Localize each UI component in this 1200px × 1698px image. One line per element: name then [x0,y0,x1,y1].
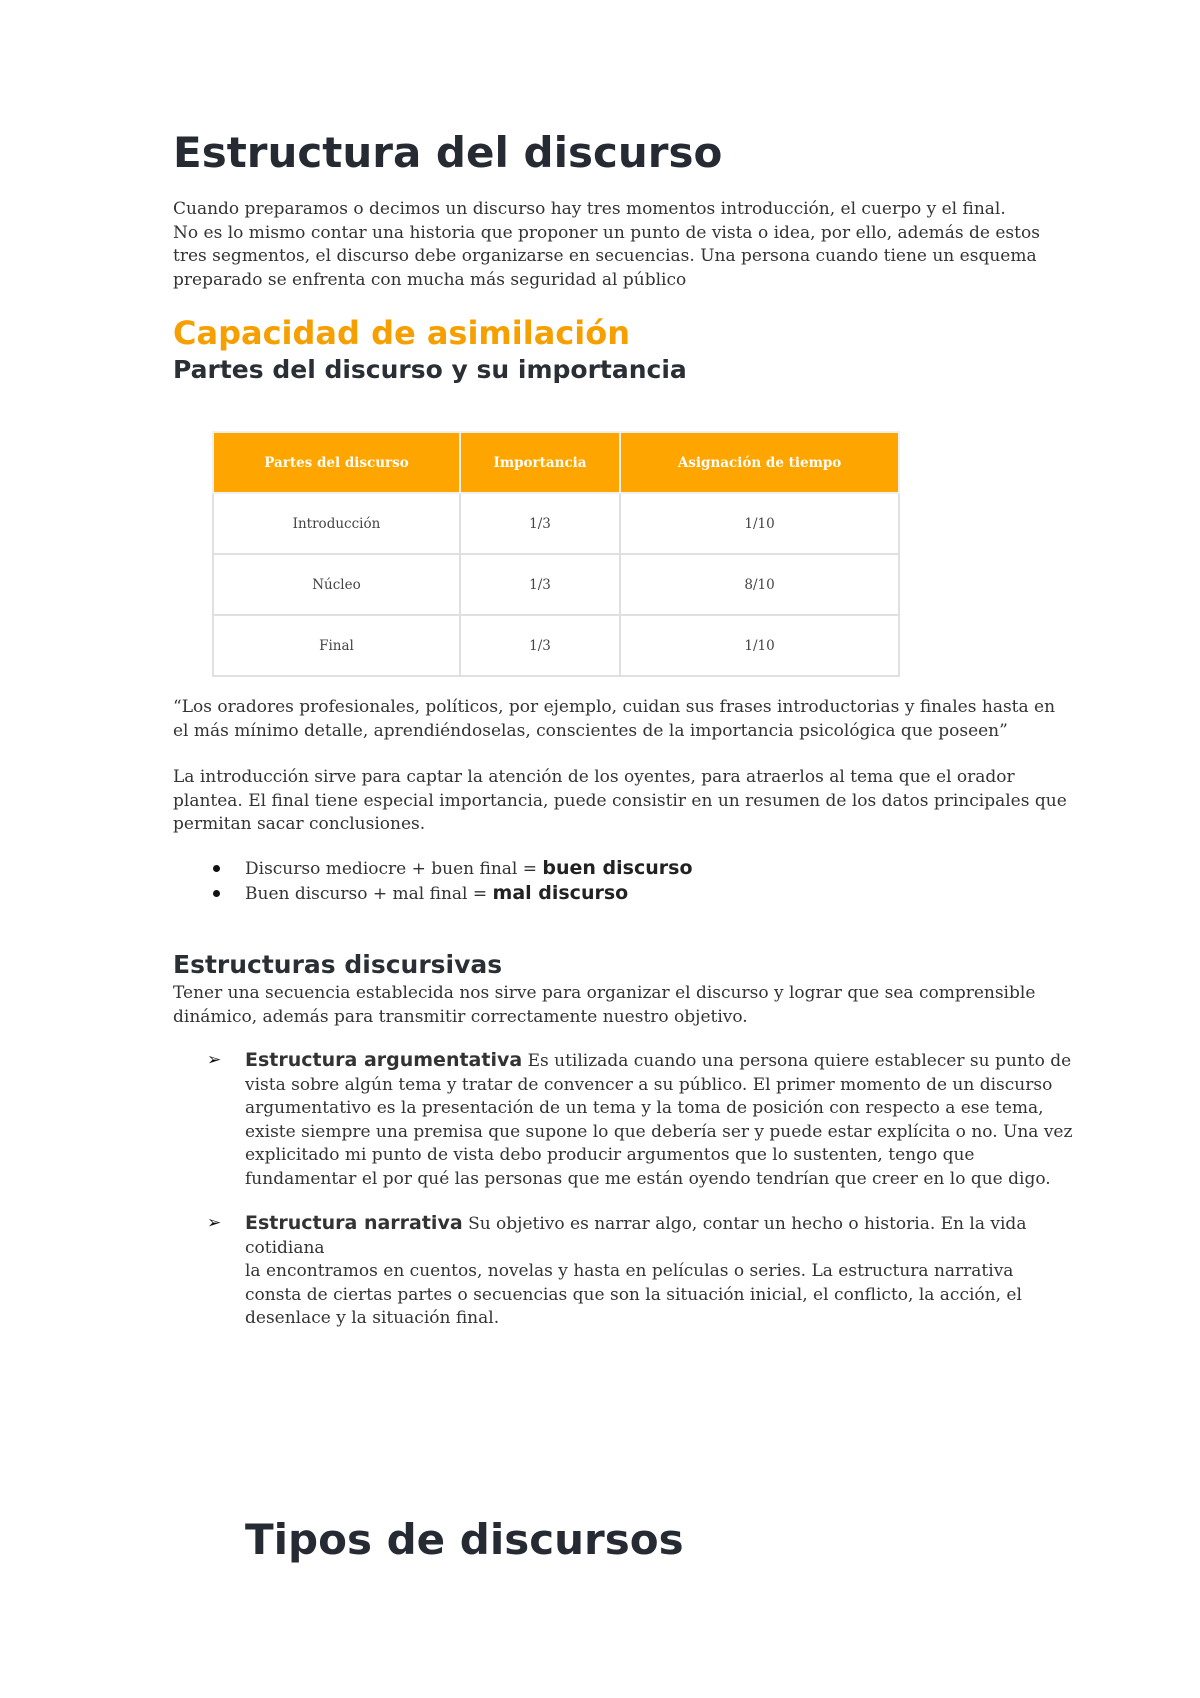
intro-line-1: Cuando preparamos o decimos un discurso hay tres momentos introducción, el cuerpo y el final. [173,199,1006,219]
bullet-list [173,857,693,906]
list-item-text: Buen discurso + mal final = [245,883,493,904]
intro-paragraph [173,198,1073,292]
table-cell: Introducción [213,493,460,554]
section-heading-tipos: Tipos de discursos [245,1515,684,1564]
structure-text: Su objetivo es narrar algo, contar un hecho o historia. En la vida cotidiana [245,1214,1027,1258]
section-heading-estructuras: Estructuras discursivas [173,950,503,979]
structure-term: Estructura argumentativa [245,1049,523,1071]
table-cell: 8/10 [620,554,899,615]
estructuras-paragraph: Tener una secuencia establecida nos sirve para organizar el discurso y lograr que sea comprensible dinámico, además para transmitir correctamente nuestro objetivo. [173,983,1036,1027]
table-cell: 1/3 [460,493,620,554]
structure-term: Estructura narrativa [245,1212,463,1234]
structure-item-argumentativa [207,1049,1075,1191]
table-header-cell: Importancia [460,432,620,493]
introduction-paragraph: La introducción sirve para captar la atención de los oyentes, para atraerlos al tema que el orador plantea. El final tiene especial importancia, puede consistir en un resumen de los datos principales que permitan sacar conclusiones. [173,767,1067,834]
bullet-icon [213,865,220,872]
list-item [173,857,693,882]
structure-text: Es utilizada cuando una persona quiere establecer su punto de vista sobre algún tema y tratar de convencer a su público. El primer momento de un discurso argumentativo es la presentación de un tema y la toma de posición con respecto a ese tema, existe siempre una premisa que supone lo que debería ser y puede estar explícita o no. Una vez explicitado mi punto de vista debo producir argumentos que lo sustenten, tengo que fundamentar el por qué las personas que me están oyendo tendrían que creer en lo que digo. [245,1051,1073,1189]
list-item [173,882,693,907]
table-row [213,615,899,676]
section-subheading-partes: Partes del discurso y su importancia [173,355,687,384]
arrow-bullet-icon: ➢ [207,1213,222,1233]
table-header-cell: Asignación de tiempo [620,432,899,493]
intro-line-2: No es lo mismo contar una historia que proponer un punto de vista o idea, por ello, además de estos tres segmentos, el discurso debe organizarse en secuencias. Una persona cuando tiene un esquema preparado se enfrenta con mucha más seguridad al público [173,222,1040,290]
section-heading-asimilacion: Capacidad de asimilación [173,314,630,352]
list-item-text: Discurso mediocre + buen final = [245,859,543,879]
table-cell: 1/3 [460,554,620,615]
structure-item-narrativa [207,1212,1075,1331]
table-header-cell: Partes del discurso [213,432,460,493]
quote-paragraph: “Los oradores profesionales, políticos, por ejemplo, cuidan sus frases introductorias y finales hasta en el más mínimo detalle, aprendiéndoselas, conscientes de la importancia psicológica que poseen” [173,697,1056,741]
table-cell: 1/10 [620,493,899,554]
arrow-bullet-icon: ➢ [207,1050,222,1070]
structure-text-continued: la encontramos en cuentos, novelas y hasta en películas o series. La estructura narrativa consta de ciertas partes o secuencias que son la situación inicial, el conflicto, la acción, el desenlace y la situación final. [245,1261,1022,1328]
table-row [213,493,899,554]
parts-table [212,431,900,677]
table-header-row [213,432,899,493]
table-cell: 1/10 [620,615,899,676]
table-cell: Núcleo [213,554,460,615]
page-title: Estructura del discurso [173,128,723,177]
table-cell: Final [213,615,460,676]
table-row [213,554,899,615]
bullet-icon [213,890,220,897]
list-item-strong: mal discurso [492,881,629,904]
list-item-strong: buen discurso [542,857,693,879]
table-cell: 1/3 [460,615,620,676]
